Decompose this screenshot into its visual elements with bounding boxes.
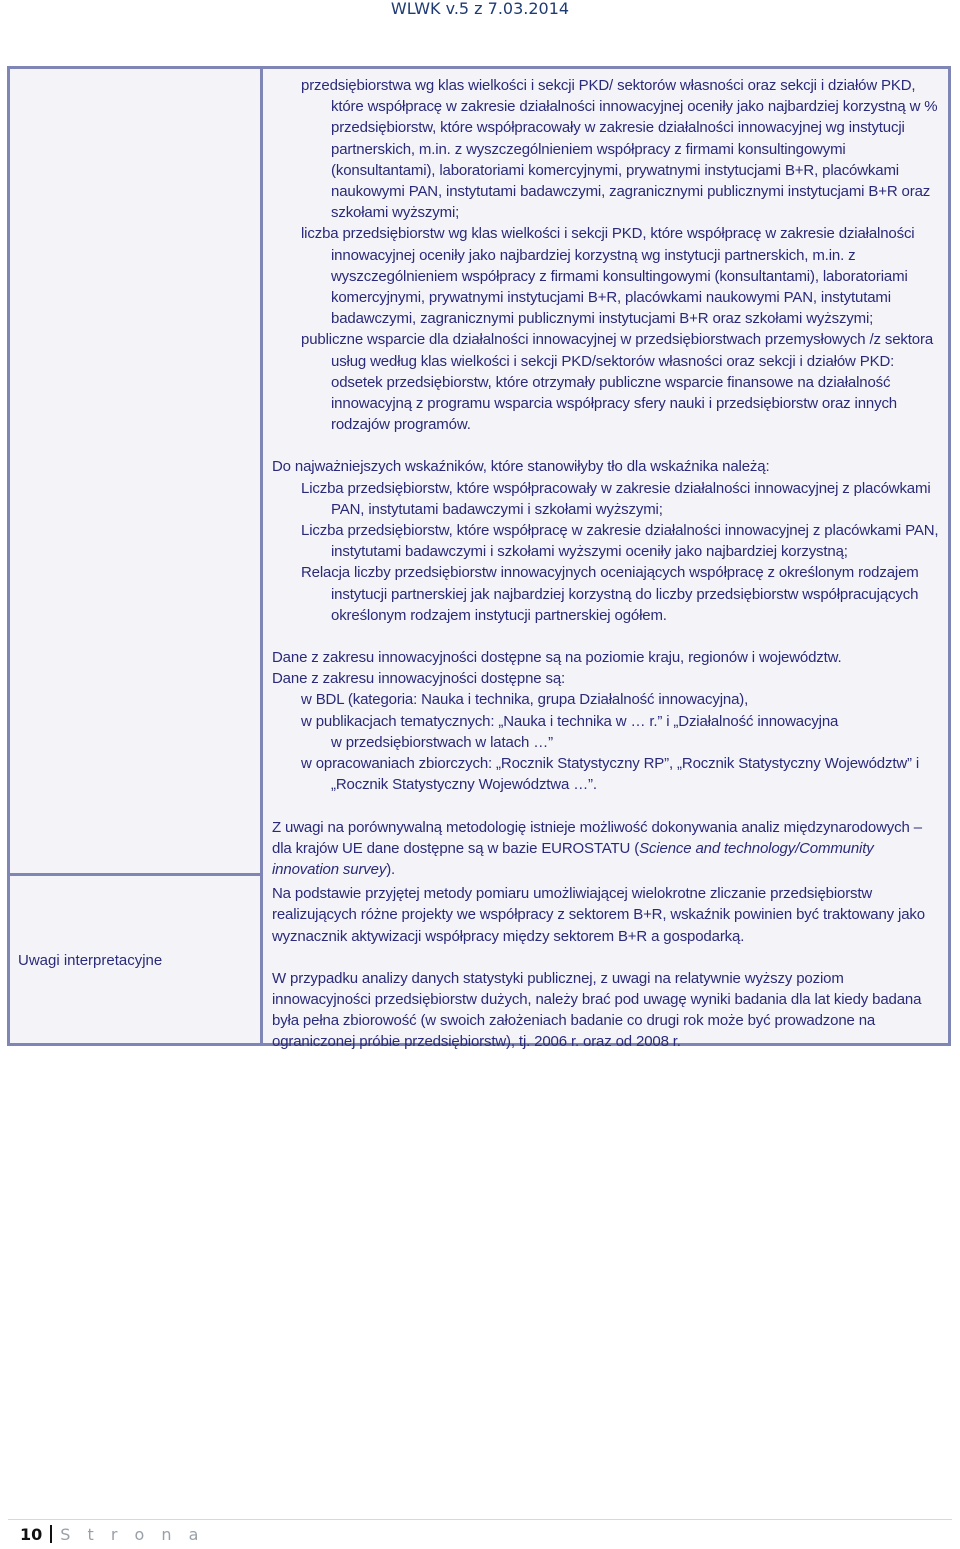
page-footer	[20, 1525, 204, 1544]
footer-separator	[50, 1525, 52, 1543]
list-item: Relacja liczby przedsiębiorstw innowacyjnych oceniających współpracę z określonym rodzajem instytucji partnerskiej jak najbardziej korzystną do liczby przedsiębiorstw współpracujących określonym rodzajem instytucji partnerskiej ogółem.	[301, 564, 919, 624]
list-item: w opracowaniach zbiorczych: „Rocznik Statystyczny RP”, „Rocznik Statystyczny Województw” i	[301, 755, 920, 773]
list-item: liczba przedsiębiorstw wg klas wielkości i sekcji PKD, które współpracę w zakresie działalności innowacyjnej oceniły jako najbardziej korzystną wg instytucji partnerskich, m.in. z wyszczególnieniem współpracy z firmami konsultingowymi (konsultantami), laboratoriami komercyjnymi, prywatnymi instytucjami B+R, placówkami naukowymi PAN, instytutami badawczymi, zagranicznymi publicznymi instytucjami B+R oraz szkołami wyższymi;	[301, 225, 915, 328]
table-content	[272, 75, 944, 1053]
row-label-interpretive-notes: Uwagi interpretacyjne	[18, 952, 163, 969]
data-level-text: Dane z zakresu innowacyjności dostępne są na poziomie kraju, regionów i województw.	[272, 649, 842, 667]
remark-paragraph: W przypadku analizy danych statystyki publicznej, z uwagi na relatywnie wyższy poziom innowacyjności przedsiębiorstw dużych, należy brać pod uwagę wyniki badania dla lat kiedy badana była pełna zbiorowość (w swoich założeniach badanie co drugi rok może być prowadzone na ograniczonej próbie przedsiębiorstw), tj. 2006 r. oraz od 2008 r.	[272, 969, 922, 1051]
list-item: przedsiębiorstwa wg klas wielkości i sekcji PKD/ sektorów własności oraz sekcji i działów PKD, które współpracę w zakresie działalności innowacyjnej oceniły jako najbardziej korzystną w % przedsiębiorstw, które współpracowały w zakresie działalności innowacyjnej wg instytucji partnerskich, m.in. z wyszczególnieniem współpracy z firmami konsultingowymi (konsultantami), laboratoriami komercyjnymi, prywatnymi instytucjami B+R, placówkami naukowymi PAN, instytutami badawczymi, zagranicznymi publicznymi instytucjami B+R oraz szkołami wyższymi;	[301, 77, 938, 222]
list-item: publiczne wsparcie dla działalności innowacyjnej w przedsiębiorstwach przemysłowych /z sektora usług według klas wielkości i sekcji PKD/sektorów własności oraz sekcji i działów PKD: odsetek przedsiębiorstw, które otrzymały publiczne wsparcie finansowe na działalność innowacyjną z programu wsparcia współpracy sfery nauki i przedsiębiorstw oraz innych rodzajów programów.	[301, 331, 934, 434]
footer-divider	[8, 1519, 952, 1520]
indicators-intro: Do najważniejszych wskaźników, które stanowiłyby tło dla wskaźnika należą:	[272, 458, 770, 476]
row-divider	[10, 873, 260, 876]
definition-table	[7, 66, 951, 1051]
page-number: 10	[20, 1525, 43, 1544]
page-label: S t r o n a	[60, 1525, 205, 1544]
remark-paragraph: Na podstawie przyjętej metody pomiaru umożliwiającej wielokrotne zliczanie przedsiębiorstw realizujących różne projekty we współpracy z sektorem B+R, wskaźnik powinien być traktowany jako wyznacznik aktywizacji współpracy między sektorem B+R a gospodarką.	[272, 885, 925, 945]
document-header: WLWK v.5 z 7.03.2014	[390, 0, 570, 18]
list-item: w BDL (kategoria: Nauka i technika, grupa Działalność innowacyjna),	[301, 691, 749, 709]
list-item-continuation: w przedsiębiorstwach w latach …”	[331, 733, 553, 751]
international-comparison-text: Z uwagi na porównywalną metodologię istnieje możliwość dokonywania analiz międzynarodowych – dla krajów UE dane dostępne są w bazie EUROSTATU (Science and technology/Community innovation survey).	[272, 818, 922, 878]
column-divider	[260, 69, 263, 1043]
sources-intro: Dane z zakresu innowacyjności dostępne są:	[272, 670, 566, 688]
list-item-continuation: „Rocznik Statystyczny Województwa …”.	[331, 776, 597, 794]
list-item: Liczba przedsiębiorstw, które współpracę w zakresie działalności innowacyjnej z placówkami PAN, instytutami badawczymi i szkołami wyższymi oceniły jako najbardziej korzystną;	[301, 522, 939, 561]
list-item: Liczba przedsiębiorstw, które współpracowały w zakresie działalności innowacyjnej z placówkami PAN, instytutami badawczymi i szkołami wyższymi;	[301, 479, 931, 518]
list-item: w publikacjach tematycznych: „Nauka i technika w … r.” i „Działalność innowacyjna	[301, 712, 839, 730]
